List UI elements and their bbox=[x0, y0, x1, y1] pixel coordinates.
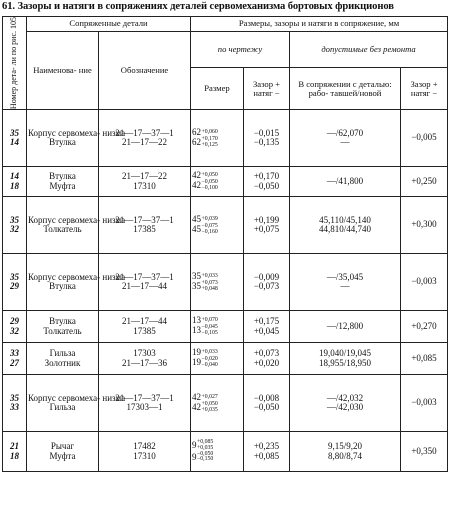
part-name: Муфта bbox=[49, 450, 76, 461]
part-name: Рычаг bbox=[50, 441, 75, 452]
mating-size: 44,810/44,740 bbox=[318, 224, 371, 235]
part-number: 35 bbox=[10, 214, 19, 225]
part-number: 18 bbox=[10, 180, 19, 191]
gap-value: −0,015 bbox=[253, 127, 280, 138]
part-designation: 17310 bbox=[133, 450, 156, 461]
col-header-mating-parts: Сопряженные детали bbox=[27, 17, 191, 32]
allowed-gap: −0,005 bbox=[401, 110, 448, 167]
size-tolerance bbox=[202, 357, 218, 369]
table-row bbox=[3, 375, 448, 432]
part-number-cell bbox=[3, 167, 27, 197]
mating-size-cell bbox=[290, 197, 401, 254]
part-number-cell bbox=[3, 311, 27, 343]
size-cell bbox=[191, 197, 244, 254]
mating-size-cell bbox=[290, 375, 401, 432]
part-number-cell bbox=[3, 343, 27, 375]
size-base: 45 bbox=[192, 213, 201, 224]
table-row bbox=[3, 254, 448, 311]
size-cell bbox=[191, 432, 244, 472]
part-designation: 21—17—37—1 bbox=[115, 214, 174, 225]
part-name: Толкатель bbox=[43, 224, 82, 235]
mating-size-cell bbox=[290, 311, 401, 343]
lower-deviation: +0,125 bbox=[201, 141, 218, 148]
gap-value: −0,073 bbox=[253, 281, 280, 292]
upper-deviation: −0,050 bbox=[201, 179, 218, 186]
gap-value-cell bbox=[244, 311, 290, 343]
lower-deviation: −0,040 bbox=[201, 362, 218, 369]
lower-deviation: −0,100 bbox=[201, 185, 218, 192]
gap-value: −0,050 bbox=[253, 180, 280, 191]
gap-value-cell bbox=[244, 375, 290, 432]
part-name-cell bbox=[27, 110, 126, 167]
mating-size: — bbox=[340, 137, 350, 148]
part-name: Втулка bbox=[49, 316, 76, 327]
part-designation: 21—17—37—1 bbox=[115, 271, 174, 282]
size-base: 62 bbox=[192, 136, 201, 147]
gap-value: −0,009 bbox=[253, 271, 280, 282]
lower-deviation: +0,048 bbox=[201, 285, 218, 292]
size-cell bbox=[191, 375, 244, 432]
part-designation: 21—17—36 bbox=[122, 357, 167, 368]
upper-deviation: −0,020 bbox=[201, 356, 218, 363]
part-designation: 17385 bbox=[133, 224, 156, 235]
size-tolerance bbox=[202, 224, 218, 236]
size-cell bbox=[191, 254, 244, 311]
part-name-cell bbox=[27, 167, 99, 197]
size-base: 9 bbox=[192, 451, 197, 462]
upper-deviation: +0,060 bbox=[201, 128, 218, 135]
mating-size-cell bbox=[290, 110, 401, 167]
table-row bbox=[3, 311, 448, 343]
size-base: 62 bbox=[192, 126, 201, 137]
mating-size: —/62,070 bbox=[326, 127, 364, 138]
col-header-gap-allowed: Зазор + натяг − bbox=[401, 68, 448, 110]
part-designation: 17482 bbox=[133, 441, 156, 452]
col-header-size: Размер bbox=[191, 68, 244, 110]
col-header-allowed: допустимые без ремонта bbox=[290, 32, 448, 68]
part-name: Втулка bbox=[49, 171, 76, 182]
gap-value-cell bbox=[244, 167, 290, 197]
part-designation: 21—17—44 bbox=[122, 316, 167, 327]
mating-size: —/12,800 bbox=[326, 320, 364, 331]
part-name-cell bbox=[27, 432, 99, 472]
allowed-gap: +0,085 bbox=[401, 343, 448, 375]
upper-deviation: +0,050 bbox=[201, 172, 218, 179]
part-number-cell bbox=[3, 197, 27, 254]
mating-size-cell bbox=[290, 343, 401, 375]
size-tolerance bbox=[202, 350, 218, 356]
part-name-cell bbox=[27, 311, 99, 343]
part-name: Втулка bbox=[49, 281, 76, 292]
mating-parts-table bbox=[2, 16, 448, 472]
table-row bbox=[3, 167, 448, 197]
size-value bbox=[192, 281, 242, 293]
upper-deviation: −0,045 bbox=[201, 324, 218, 331]
mating-size: —/42,032 bbox=[326, 392, 364, 403]
mating-size: 18,955/18,950 bbox=[318, 357, 371, 368]
gap-value: +0,045 bbox=[253, 325, 280, 336]
size-value bbox=[192, 180, 242, 192]
gap-value-cell bbox=[244, 110, 290, 167]
part-designation: 21—17—37—1 bbox=[115, 392, 174, 403]
gap-value: −0,008 bbox=[253, 392, 280, 403]
gap-value: +0,075 bbox=[253, 224, 280, 235]
lower-deviation: −0,160 bbox=[201, 228, 218, 235]
mating-size-cell bbox=[290, 432, 401, 472]
gap-value-cell bbox=[244, 197, 290, 254]
mating-size-cell bbox=[290, 167, 401, 197]
size-cell bbox=[191, 343, 244, 375]
size-tolerance bbox=[202, 173, 218, 179]
gap-value: +0,175 bbox=[253, 316, 280, 327]
upper-deviation: +0,039 bbox=[201, 215, 218, 222]
part-name: Гильза bbox=[49, 402, 76, 413]
size-tolerance bbox=[202, 395, 218, 401]
size-tolerance bbox=[202, 318, 218, 324]
part-name-cell bbox=[27, 343, 99, 375]
upper-deviation: −0,075 bbox=[201, 222, 218, 229]
col-header-sizes: Размеры, зазоры и натяги в сопряжение, мм bbox=[191, 17, 448, 32]
allowed-gap: +0,270 bbox=[401, 311, 448, 343]
col-header-by-drawing: по чертежу bbox=[191, 32, 290, 68]
part-designation-cell bbox=[99, 110, 191, 167]
part-number-cell bbox=[3, 254, 27, 311]
table-row bbox=[3, 197, 448, 254]
part-designation: 17303—1 bbox=[126, 402, 163, 413]
table-title: 61. Зазоры и натяги в сопряжениях деталей сервомеханизма бортовых фрикционов bbox=[2, 1, 394, 12]
part-designation-cell bbox=[99, 254, 191, 311]
part-number: 33 bbox=[10, 402, 19, 413]
gap-value: −0,135 bbox=[253, 137, 280, 148]
part-designation-cell bbox=[99, 432, 191, 472]
part-number: 14 bbox=[10, 137, 19, 148]
gap-value: −0,050 bbox=[253, 402, 280, 413]
size-tolerance bbox=[197, 452, 213, 464]
gap-value: +0,170 bbox=[253, 171, 280, 182]
part-name: Корпус сервомеха- низма bbox=[28, 127, 126, 138]
part-number: 33 bbox=[10, 348, 19, 359]
gap-value-cell bbox=[244, 343, 290, 375]
size-tolerance bbox=[202, 137, 218, 149]
mating-size: —/35,045 bbox=[326, 271, 364, 282]
col-header-name: Наименова- ние bbox=[27, 32, 99, 110]
part-number: 21 bbox=[10, 441, 19, 452]
part-number: 35 bbox=[10, 392, 19, 403]
part-designation: 17303 bbox=[133, 348, 156, 359]
part-number: 29 bbox=[10, 316, 19, 327]
size-base: 13 bbox=[192, 315, 201, 326]
table-row bbox=[3, 110, 448, 167]
gap-value: +0,073 bbox=[253, 348, 280, 359]
part-designation-cell bbox=[99, 311, 191, 343]
size-tolerance bbox=[202, 130, 218, 136]
part-number: 29 bbox=[10, 281, 19, 292]
size-cell bbox=[191, 167, 244, 197]
upper-deviation: +0,073 bbox=[201, 279, 218, 286]
lower-deviation: −0,150 bbox=[197, 456, 214, 463]
lower-deviation: +0,035 bbox=[197, 444, 214, 451]
size-base: 42 bbox=[192, 391, 201, 402]
part-name: Корпус сервомеха- низма bbox=[28, 271, 126, 282]
allowed-gap: +0,300 bbox=[401, 197, 448, 254]
table-row bbox=[3, 432, 448, 472]
part-designation: 21—17—37—1 bbox=[115, 127, 174, 138]
gap-value: +0,199 bbox=[253, 214, 280, 225]
size-cell bbox=[191, 311, 244, 343]
mating-size: —/41,800 bbox=[326, 175, 364, 186]
size-value bbox=[192, 325, 242, 337]
upper-deviation: +0,033 bbox=[201, 349, 218, 356]
size-base: 19 bbox=[192, 357, 201, 368]
part-designation-cell bbox=[99, 375, 191, 432]
size-base: 13 bbox=[192, 325, 201, 336]
mating-size: 45,110/45,140 bbox=[319, 214, 371, 225]
part-designation: 17385 bbox=[133, 325, 156, 336]
size-base: 45 bbox=[192, 223, 201, 234]
size-value bbox=[192, 224, 242, 236]
gap-value: +0,020 bbox=[253, 357, 280, 368]
size-cell bbox=[191, 110, 244, 167]
mating-size: 9,15/9,20 bbox=[327, 441, 362, 452]
size-base: 19 bbox=[192, 347, 201, 358]
lower-deviation: −0,105 bbox=[201, 330, 218, 337]
mating-size: — bbox=[340, 281, 350, 292]
part-designation-cell bbox=[99, 167, 191, 197]
upper-deviation: +0,070 bbox=[201, 317, 218, 324]
part-name: Муфта bbox=[49, 180, 76, 191]
gap-value-cell bbox=[244, 432, 290, 472]
allowed-gap: +0,350 bbox=[401, 432, 448, 472]
part-name-cell bbox=[27, 254, 126, 311]
upper-deviation: +0,033 bbox=[201, 272, 218, 279]
size-base: 35 bbox=[192, 270, 201, 281]
size-tolerance bbox=[202, 281, 218, 293]
size-tolerance bbox=[202, 402, 218, 414]
gap-value-cell bbox=[244, 254, 290, 311]
size-value bbox=[192, 452, 242, 464]
size-base: 42 bbox=[192, 180, 201, 191]
col-header-part-number: Номер дета- ли по рис. 105 bbox=[3, 17, 27, 110]
size-value bbox=[192, 440, 242, 452]
col-header-in-mating: В сопряжении с деталью: рабо- тавшей/новой bbox=[290, 68, 401, 110]
part-designation-cell bbox=[99, 343, 191, 375]
part-name: Корпус сервомеха- низма bbox=[28, 392, 126, 403]
size-base: 42 bbox=[192, 401, 201, 412]
size-base: 42 bbox=[192, 170, 201, 181]
part-name: Втулка bbox=[49, 137, 76, 148]
size-tolerance bbox=[197, 440, 213, 452]
part-name: Корпус сервомеха- низма bbox=[28, 214, 126, 225]
part-number: 35 bbox=[10, 127, 19, 138]
size-base: 35 bbox=[192, 280, 201, 291]
size-value bbox=[192, 402, 242, 414]
table-row bbox=[3, 343, 448, 375]
part-name: Толкатель bbox=[43, 325, 82, 336]
gap-value: +0,235 bbox=[253, 441, 280, 452]
gap-value: +0,085 bbox=[253, 450, 280, 461]
part-designation: 21—17—22 bbox=[122, 171, 167, 182]
allowed-gap: +0,250 bbox=[401, 167, 448, 197]
size-value bbox=[192, 137, 242, 149]
part-number: 32 bbox=[10, 224, 19, 235]
size-base: 9 bbox=[192, 439, 197, 450]
part-number-cell bbox=[3, 432, 27, 472]
size-tolerance bbox=[202, 217, 218, 223]
lower-deviation: +0,035 bbox=[201, 406, 218, 413]
mating-size-cell bbox=[290, 254, 401, 311]
part-name-cell bbox=[27, 197, 126, 254]
col-header-designation: Обозначение bbox=[99, 32, 191, 110]
allowed-gap: −0,003 bbox=[401, 254, 448, 311]
part-designation: 21—17—22 bbox=[122, 137, 167, 148]
upper-deviation: +0,085 bbox=[197, 438, 214, 445]
upper-deviation: −0,050 bbox=[197, 450, 214, 457]
part-name-cell bbox=[27, 375, 126, 432]
part-number-cell bbox=[3, 375, 27, 432]
mating-size: —/42,030 bbox=[326, 402, 364, 413]
part-number: 27 bbox=[10, 357, 19, 368]
col-header-gap: Зазор + натяг − bbox=[244, 68, 290, 110]
part-number: 18 bbox=[10, 450, 19, 461]
size-value bbox=[192, 357, 242, 369]
part-number: 14 bbox=[10, 171, 19, 182]
upper-deviation: +0,170 bbox=[201, 135, 218, 142]
part-number: 32 bbox=[10, 325, 19, 336]
part-designation: 17310 bbox=[133, 180, 156, 191]
part-designation-cell bbox=[99, 197, 191, 254]
part-name: Золотник bbox=[44, 357, 81, 368]
allowed-gap: −0,003 bbox=[401, 375, 448, 432]
size-tolerance bbox=[202, 325, 218, 337]
upper-deviation: +0,027 bbox=[201, 393, 218, 400]
part-name: Гильза bbox=[49, 348, 76, 359]
mating-size: 19,040/19,045 bbox=[318, 348, 371, 359]
upper-deviation: +0,050 bbox=[201, 400, 218, 407]
mating-size: 8,80/8,74 bbox=[327, 450, 362, 461]
part-designation: 21—17—44 bbox=[122, 281, 167, 292]
size-tolerance bbox=[202, 180, 218, 192]
part-number-cell bbox=[3, 110, 27, 167]
part-number: 35 bbox=[10, 271, 19, 282]
size-tolerance bbox=[202, 274, 218, 280]
